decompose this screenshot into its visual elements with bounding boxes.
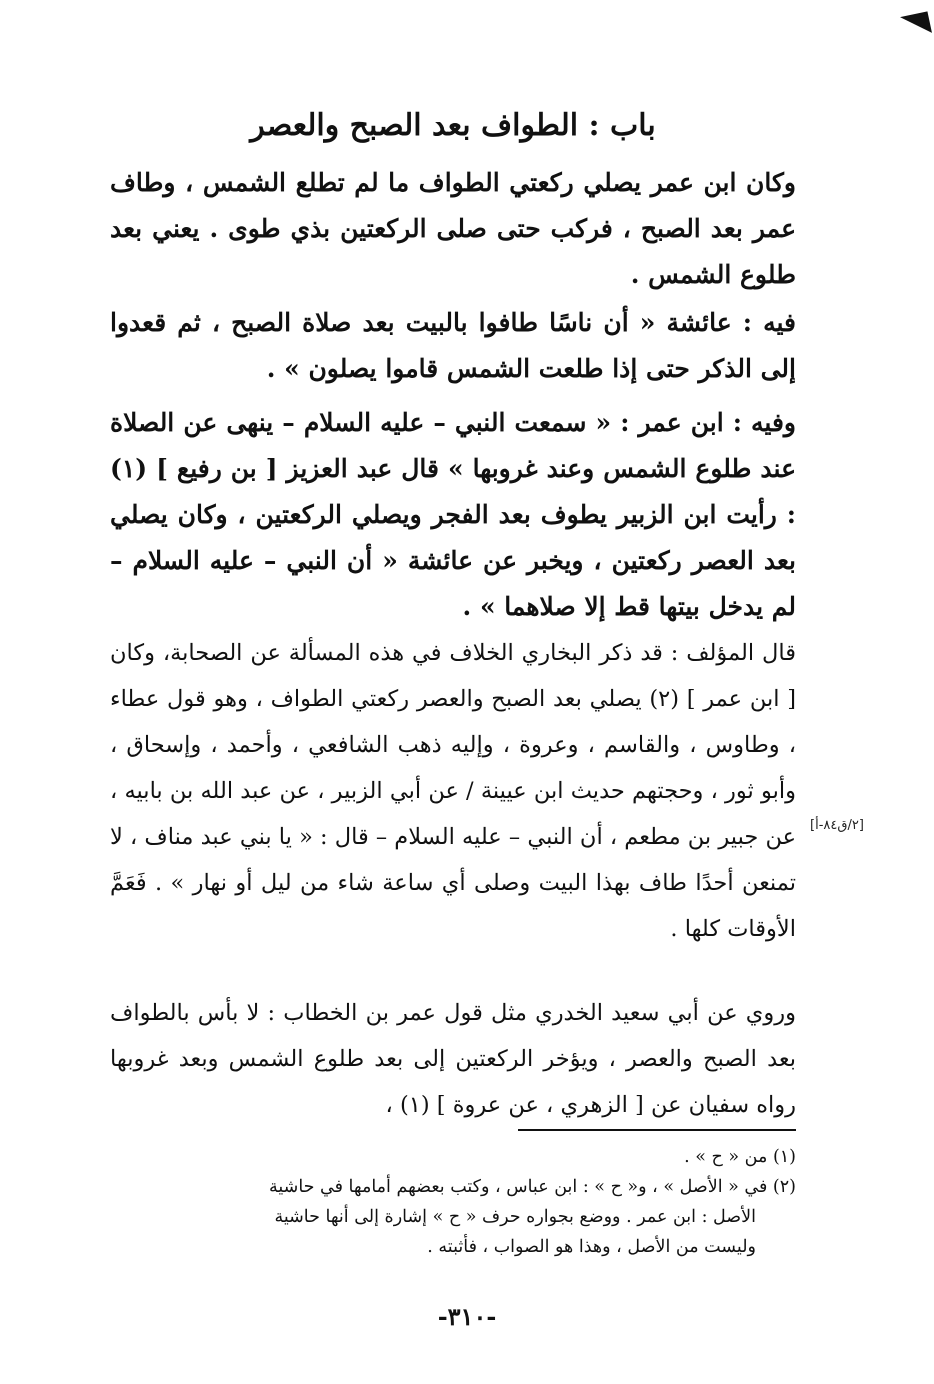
paragraph-1-block (110, 160, 796, 298)
footnote-2-line-1: (٢) في « الأصل » ، و« ح » : ابن عباس ، وكتب بعضهم أمامها في حاشية (269, 1177, 796, 1197)
footnotes (110, 1142, 796, 1262)
paragraph-2: فيه : عائشة « أن ناسًا طافوا بالبيت بعد صلاة الصبح ، ثم قعدوا إلى الذكر حتى إذا طلعت الشمس قاموا يصلون » . (110, 308, 796, 383)
paragraph-3-block (110, 400, 796, 630)
footnote-2-line-3: وليست من الأصل ، وهذا هو الصواب ، فأثبته . (427, 1237, 756, 1257)
paragraph-5-block (110, 990, 796, 1128)
corner-arrow-icon (900, 11, 932, 38)
paragraph-4: قال المؤلف : قد ذكر البخاري الخلاف في هذه المسألة عن الصحابة، وكان [ ابن عمر ] (٢) يصلي بعد الصبح والعصر ركعتي الطواف ، وهو قول عطاء ، وطاوس ، والقاسم ، وعروة ، وإليه ذهب الشافعي ، وأحمد ، وإسحاق ، وأبو ثور ، وحجتهم حديث ابن عيينة / عن أبي الزبير ، عن عبد الله بن بابيه ، عن جبير بن مطعم ، أن النبي – عليه السلام – قال : « يا بني عبد مناف ، لا تمنعن أحدًا طاف بهذا البيت وصلى أي ساعة شاء من ليل أو نهار » . فَعَمَّ الأوقات كلها . (110, 640, 796, 942)
paragraph-4-block (110, 630, 796, 952)
manuscript-margin-reference: [٢/ق٨٤-أ] (810, 818, 864, 833)
footnote-divider (518, 1129, 796, 1131)
footnote-2-line-2: الأصل : ابن عمر . ووضع بجواره حرف « ح » إشارة إلى أنها حاشية (274, 1207, 756, 1227)
chapter-title: باب : الطواف بعد الصبح والعصر (250, 108, 656, 143)
paragraph-1: وكان ابن عمر يصلي ركعتي الطواف ما لم تطلع الشمس ، وطاف عمر بعد الصبح ، فركب حتى صلى الركعتين بذي طوى . يعني بعد طلوع الشمس . (110, 168, 796, 289)
page-number: -٣١٠- (437, 1302, 497, 1331)
paragraph-5: وروي عن أبي سعيد الخدري مثل قول عمر بن الخطاب : لا بأس بالطواف بعد الصبح والعصر ، ويؤخر الركعتين إلى بعد طلوع الشمس وبعد غروبها رواه سفيان عن [ الزهري ، عن عروة ] (١) ، (110, 1000, 796, 1118)
footnote-1: (١) من « ح » . (684, 1147, 796, 1167)
paragraph-3: وفيه : ابن عمر : « سمعت النبي – عليه السلام – ينهى عن الصلاة عند طلوع الشمس وعند غروبها » قال عبد العزيز [ بن رفيع ] (١) : رأيت ابن الزبير يطوف بعد الفجر ويصلي الركعتين ، وكان يصلي بعد العصر ركعتين ، ويخبر عن عائشة « أن النبي – عليه السلام – لم يدخل بيتها قط إلا صلاهما » . (110, 408, 796, 621)
paragraph-2-block (110, 300, 796, 392)
